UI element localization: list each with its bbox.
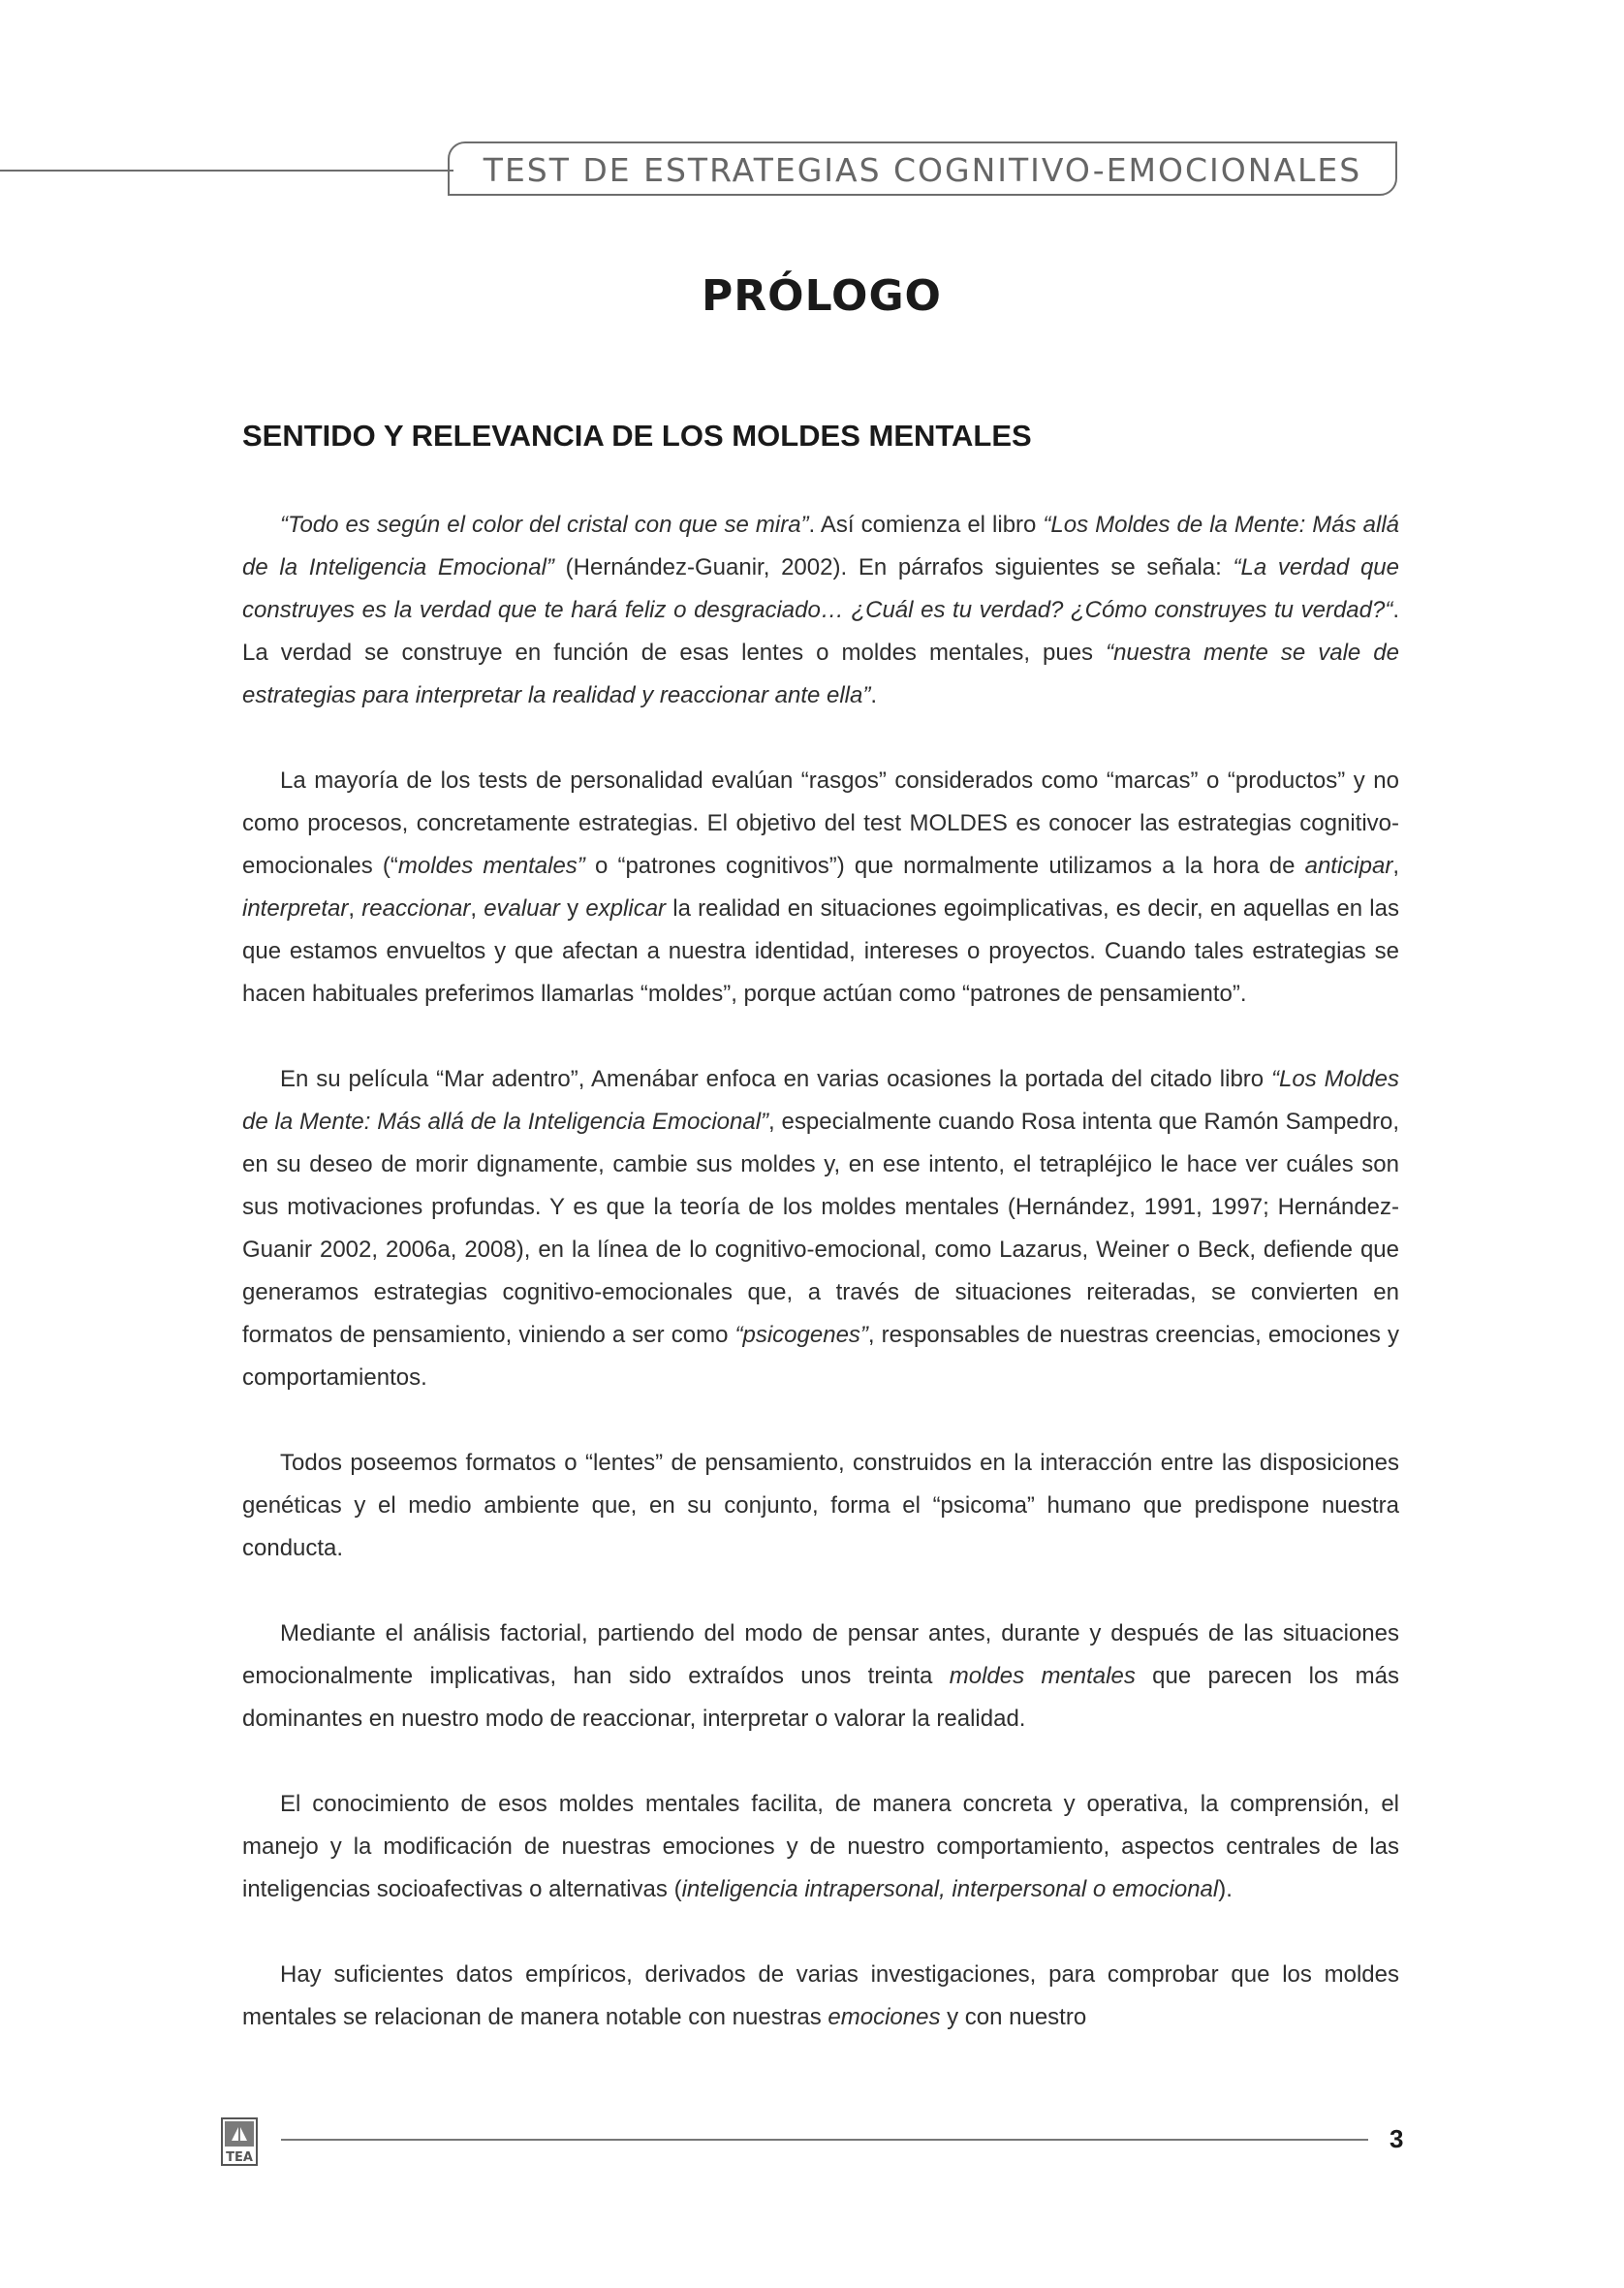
text-run: En su película “Mar adentro”, Amenábar enfoca en varias ocasiones la portada del citado libro [280,1066,1272,1092]
italic-text: “Todo es según el color del cristal con que se mira” [280,512,809,538]
tea-logo-icon [221,2117,258,2166]
text-run: Todos poseemos formatos o “lentes” de pensamiento, construidos en la interacción entre las disposiciones genéticas y el medio ambiente que, en su conjunto, forma el “psicoma” humano que predispone nuestra conducta. [242,1450,1399,1561]
text-run: Hay suficientes datos empíricos, derivados de varias investigaciones, para comprobar que los moldes mentales se relacionan de manera notable con nuestras [242,1961,1399,2030]
italic-text: “psicogenes” [734,1322,868,1348]
page-title: PRÓLOGO [702,271,942,321]
header-title: TEST DE ESTRATEGIAS COGNITIVO-EMOCIONALES [483,150,1362,189]
italic-text: emociones [828,2004,941,2030]
italic-text: evaluar [484,895,560,922]
text-run: y con nuestro [940,2004,1087,2030]
italic-text: “nuestra mente se vale de estrategias para interpretar la realidad y reaccionar ante ella” [242,640,1399,708]
text-run: Mediante el análisis factorial, partiendo del modo de pensar antes, durante y después de las situaciones emocionalmente implicativas, han sido extraídos unos treinta [242,1620,1399,1689]
italic-text: moldes mentales [949,1663,1136,1689]
text-run: La mayoría de los tests de personalidad evalúan “rasgos” considerados como “marcas” o “productos” y no como procesos, concretamente estrategias. El objetivo del test MOLDES es conocer las estrategias cognitivo-emocionales (“ [242,768,1399,879]
text-run: y [559,895,586,922]
text-run: , [470,895,484,922]
italic-text: interpretar [242,895,349,922]
paragraph [242,1058,1399,1399]
section-heading: SENTIDO Y RELEVANCIA DE LOS MOLDES MENTALES [242,419,1032,453]
italic-text: anticipar [1304,853,1393,879]
italic-text: “La verdad que construyes es la verdad que te hará feliz o desgraciado… ¿Cuál es tu verdad? ¿Cómo construyes tu verdad?“ [242,554,1399,623]
text-run: , responsables de nuestras creencias, emociones y comportamientos. [242,1322,1400,1391]
text-run: que parecen los más dominantes en nuestro modo de reaccionar, interpretar o valorar la realidad. [242,1663,1399,1732]
logo-text: TEA [226,2150,253,2165]
text-run: , [1392,853,1399,879]
running-header [448,141,1397,196]
paragraph [242,504,1399,717]
text-run: . [870,682,878,708]
text-run: (Hernández-Guanir, 2002). En párrafos siguientes se señala: [553,554,1234,580]
paragraph [242,1613,1399,1740]
text-run: , especialmente cuando Rosa intenta que Ramón Sampedro, en su deseo de morir dignamente, cambie sus moldes y, en ese intento, el tetrapléjico le hace ver cuáles son sus motivaciones profundas. Y es que la teoría de los moldes mentales (Hernández, 1991, 1997; Hernández-Guanir 2002, 2006a, 2008), en la línea de lo cognitivo-emocional, como Lazarus, Weiner o Beck, defiende que generamos estrategias cognitivo-emocionales que, a través de situaciones reiteradas, se convierten en formatos de pensamiento, viniendo a ser como [242,1109,1399,1348]
italic-text: reaccionar [361,895,471,922]
paragraph [242,1442,1399,1570]
page-number: 3 [1390,2124,1404,2153]
italic-text: explicar [585,895,667,922]
header-rule [0,170,453,172]
paragraph [242,1783,1399,1911]
italic-text: inteligencia intrapersonal, interpersonal o emocional [681,1876,1219,1902]
text-run: , [348,895,362,922]
body-text [242,504,1399,2082]
text-run: . La verdad se construye en función de esas lentes o moldes mentales, pues [242,597,1399,666]
paragraph [242,1954,1399,2039]
italic-text: “Los Moldes de la Mente: Más allá de la Inteligencia Emocional” [242,1066,1399,1135]
text-run: . Así comienza el libro [808,512,1044,538]
text-run: o “patrones cognitivos”) que normalmente utilizamos a la hora de [584,853,1305,879]
italic-text: moldes mentales” [397,853,585,879]
italic-text: “Los Moldes de la Mente: Más allá de la Inteligencia Emocional” [242,512,1400,580]
paragraph [242,760,1399,1016]
text-run: la realidad en situaciones egoimplicativas, es decir, en aquellas en las que estamos envueltos y que afectan a nuestra identidad, intereses o proyectos. Cuando tales estrategias se hacen habituales preferimos llamarlas “moldes”, porque actúan como “patrones de pensamiento”. [242,895,1399,1007]
text-run: ). [1218,1876,1233,1902]
footer-rule [281,2139,1368,2141]
text-run: El conocimiento de esos moldes mentales facilita, de manera concreta y operativa, la comprensión, el manejo y la modificación de nuestras emociones y de nuestro comportamiento, aspectos centrales de las inteligencias socioafectivas o alternativas ( [242,1791,1399,1902]
